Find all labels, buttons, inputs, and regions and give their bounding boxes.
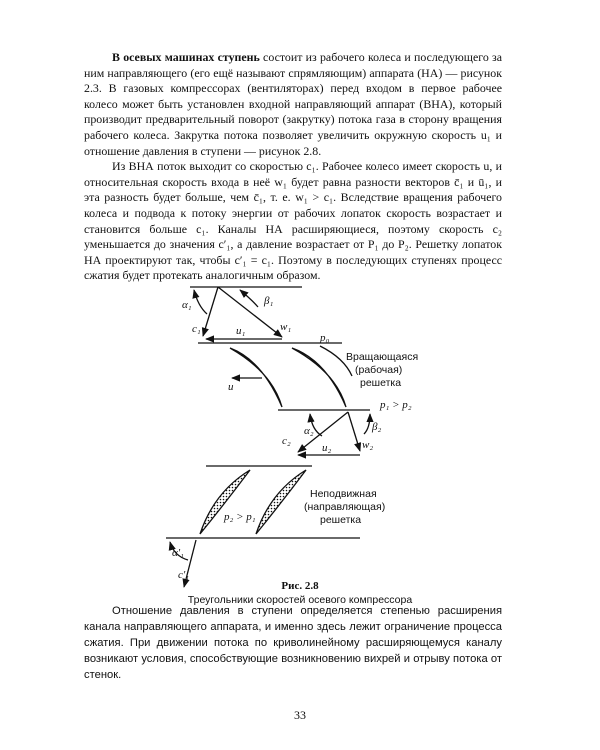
figure-caption-title: Рис. 2.8 [281, 580, 319, 592]
stator-blade-1 [200, 470, 250, 534]
label-c2: c₂ [282, 435, 291, 447]
paragraph-2: Из ВНА поток выходит со скоростью c₁. Рабочее колесо имеет скорость u, и относительная скорость входа в неё w₁ будет равна разности векторов c̄₁ и ū₁, и эта разность будет больше, чем c̄₁, т. е. w₁ > c₁. Вследствие вращения рабочего колеса и подвода к потоку энергии от рабочих лопаток скорость возрастает и становится больше c₁. Каналы НА расширяющиеся, поэтому скорость c₂ уменьшается до значения c′₁, а давление возрастает от P₁ до P₂. Решетку лопаток НА проектируют так, чтобы c′₁ = c₁. Поэтому в последующих ступенях процесс сжатия будет протекать аналогичным образом. [84, 159, 502, 283]
label-w2: w₂ [362, 439, 374, 451]
label-p0: p₀ [320, 332, 330, 344]
label-beta1: β₁ [264, 295, 274, 307]
beta1-arc [240, 290, 258, 307]
rotating-label-2: (рабочая) [355, 364, 403, 376]
alpha1-arc [194, 290, 207, 314]
label-w1: w₁ [280, 321, 292, 333]
stationary-label-3: решетка [320, 514, 362, 526]
stator-blade-2 [256, 470, 306, 534]
stationary-label-1: Неподвижная [310, 488, 377, 500]
label-u2: u₂ [322, 442, 332, 454]
label-p2p1: p₂ > p₁ [224, 511, 256, 523]
label-c1-prime: c′₁ [178, 569, 190, 581]
text-block-bottom [84, 604, 502, 684]
stationary-label-2: (направляющая) [304, 501, 386, 513]
label-alpha1: α₁ [182, 299, 192, 311]
paragraph-1-bold: В осевых машинах ступень [112, 50, 260, 64]
label-beta2: β₂ [372, 421, 382, 433]
beta2-arc [364, 414, 370, 434]
rotating-label-1: Вращающаяся [346, 351, 419, 363]
label-alpha1-prime: α′₁ [172, 547, 185, 559]
paragraph-1-text: состоит из рабочего колеса и последующего за ним направляющего (его ещё называют спрямляющим) аппарата (НА) — рисунок 2.3. В газовых компрессорах (вентиляторах) перед входом в первое рабочее колесо может быть установлен входной направляющий аппарат (ВНА), который производит предварительный поворот (закрутку) потока газа в сторону вращения рабочего колеса. Закрутка потока позволяет увеличить окружную скорость u₁ и отношение давления в ступени — рисунок 2.8. [84, 50, 503, 158]
page-number: 33 [294, 708, 306, 722]
label-alpha2: α₂ [304, 425, 314, 437]
figure-caption-text: Треугольники скоростей осевого компрессора [187, 594, 413, 606]
label-c1: c₁ [192, 323, 201, 335]
paragraph-3: Отношение давления в ступени определяется степенью расширения канала направляющего аппарата, и именно здесь лежит ограничение процесса сжатия. При движении потока по криволинейному расширяющемуся каналу возникают условия, способствующие возникновению вихрей и отрыву потока от стенок. [84, 605, 502, 681]
w2-vector [348, 412, 360, 451]
label-u: u [228, 381, 234, 393]
rotating-label-3: решетка [360, 377, 402, 389]
label-p1p2: p₁ > p₂ [380, 399, 412, 411]
label-u1: u₁ [236, 325, 246, 337]
